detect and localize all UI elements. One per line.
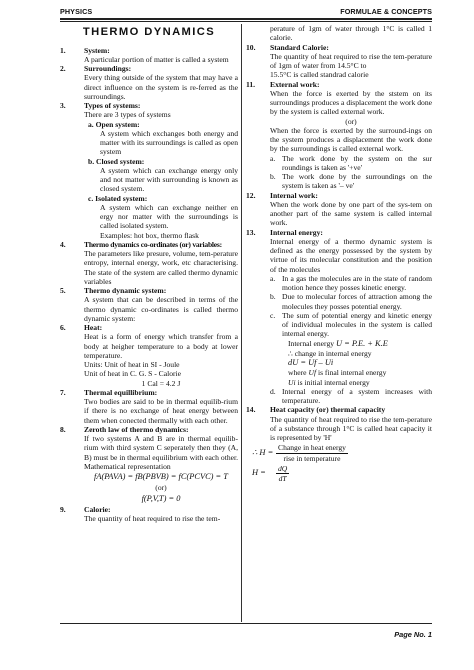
section-surroundings: 2. Surroundings: Every thing outside of the system that may have a direct influence on the system is re-ferred as the surroundings. <box>60 64 238 101</box>
heat-capacity-equation: ∴ H = $\frac{\text{Change in heat energy}}{\text{rise in temperature}}$ <box>252 443 346 463</box>
section-text-cont: 15.5°C is called standrad calorie <box>270 70 369 80</box>
section-external-work: 11. External work: When the force is exerted by the ststem on its surroundings produces a displacement the work done by the system is called external work. (or) When the force is exerted by the surround-ings on the system produces a displacement the work done by the surroundings is called external work. a. The work done by the system on the sur roundings is taken as '+ve' b. The work done by the surroundings on the system is taken as '– ve' <box>246 79 432 191</box>
section-text: Every thing outside of the system that may have a direct influence on the system is re-ferred as the surroundings. <box>84 73 238 101</box>
section-zeroth-law: 8. Zeroth law of thermo dynamics: If two systems A and B are in thermal equilib-rium with third system C seperately then they (A, B) must be in thermal equilibrium with each other. Mathematical representation fA(PAVA) = fB(PBVB) = fC(PCVC) = T (or) f(P,V,T) = 0 <box>60 424 238 503</box>
heat-unit-cgs: Unit of heat in C. G. S - Calorie <box>84 369 182 379</box>
left-column <box>60 24 238 523</box>
calorie-conversion: 1 Cal = 4.2 J <box>141 378 181 388</box>
section-calorie: 9. Calorie: The quantity of heat required to rise the tem- <box>60 505 238 524</box>
change-internal-energy: ∴ change in internal energy <box>288 348 372 358</box>
section-text: There are 3 types of systems <box>84 110 171 120</box>
section-heading: Surroundings: <box>84 64 132 74</box>
header-rule <box>60 18 432 20</box>
column-divider <box>241 24 242 622</box>
closed-system-heading: b. Closed system: <box>88 156 145 166</box>
section-text: Two bodies are said to be in thermal equilib-rium if there is no exchange of heat energy between them when conected thermally with each other. <box>84 397 238 425</box>
section-thermo-dynamic-system: 5. Thermo dynamic system: A system that can be described in terms of the thermo dynamic co-ordinates is called thermo dynamic system: <box>60 286 238 323</box>
section-heading: Thermo dynamics co-ordinates (or) variables: <box>84 239 222 249</box>
heat-capacity-derivative: H = $\frac{dQ}{dT}$ <box>252 463 288 483</box>
section-internal-energy: 13. Internal energy: Internal energy of a thermo dynamic system is defined as the energy possessed by the system by virtue of its molecular constitution and the position of the molecules a. In a gas the molecules are in the state of random motion hence they posses kinetic energy. b. Due to molecular forces of attraction among the molecules they posses potential energy. c. The sum of potential energy and kinetic energy of individual molecules in the system is called internal energy. Internal energy U = P.E. + K.E ∴ change in internal energy dU = Uf – Ui where Uf is final internal energy Ui is initial internal energy d. Internal energy of a system increases with temperature. <box>246 227 432 405</box>
section-heading: Standard Calorie: <box>270 42 329 52</box>
section-types-of-systems: 3. Types of systems: There are 3 types of systems a. Open system: A system which exchanges both energy and matter with its surroundings is called as open system b. Closed system: A system which can exchange energy only and not matter with surrounding is known as closed system. c. Isolated system: A system which can exchange neither en ergy nor matter with the surroundings is called isolated system. Examples: hot box, thermo flask <box>60 101 238 240</box>
fraction-denominator: dT <box>278 474 287 483</box>
fraction-numerator: dQ <box>278 463 288 473</box>
section-heading: External work: <box>270 79 320 89</box>
internal-energy-equation: Internal energy U = P.E. + K.E <box>288 338 388 348</box>
section-heading: Types of systems: <box>84 101 141 111</box>
isolated-system-heading: c. Isolated system: <box>88 193 148 203</box>
page-title: THERMO DYNAMICS <box>82 26 216 38</box>
equation-or: (or) <box>155 483 167 493</box>
du-equation: dU = Uf – Ui <box>288 358 334 367</box>
list-item: c. The sum of potential energy and kinetic energy of individual molecules in the system is called internal energy. <box>270 310 432 339</box>
page-number: Page No. 1 <box>394 630 432 639</box>
header-subject: PHYSICS <box>60 7 93 17</box>
section-text-alt: When the force is exerted by the surround-ings on the system produces a displacement the work done by the surroundings is called external work. <box>270 125 432 154</box>
section-heading: Internal energy: <box>270 227 323 237</box>
section-text: Heat is a form of energy which transfer from a body at heigher temperature to a body at lower temperature. <box>84 332 238 360</box>
list-item: b. Due to molecular forces of attraction among the molecules they posses potential energy. <box>270 292 432 311</box>
section-text: A system that can be described in terms of the thermo dynamic co-ordinates is called thermo dynamic system: <box>84 295 238 323</box>
section-heading: Heat: <box>84 323 103 333</box>
section-text: When the force is exerted by the ststem on its surroundings produces a displacement the work done by the system is called external work. <box>270 88 432 117</box>
section-standard-calorie: 10. Standard Calorie: The quantity of heat required to rise the tem-perature of 1gm of water from 14.5°C to 15.5°C is called standrad calorie <box>246 42 432 80</box>
section-heading: Thermal equillibrium: <box>84 387 158 397</box>
zeroth-law-equation: fA(PAVA) = fB(PBVB) = fC(PCVC) = T <box>94 472 228 482</box>
section-heading: Thermo dynamic system: <box>84 286 167 296</box>
section-heading: System: <box>84 45 110 55</box>
section-thermo-variables: 4. Thermo dynamics co-ordinates (or) variables: The parameters like presure, volume, tem-perature entropy, internal energy, work, etc characterising. The state of the system are called thermo dynamic variables <box>60 239 238 286</box>
zeroth-law-equation-alt: f(P,V,T) = 0 <box>141 493 181 503</box>
header-section: FORMULAE & CONCEPTS <box>340 7 432 17</box>
section-thermal-equilibrium: 7. Thermal equillibrium: Two bodies are said to be in thermal equilib-rium if there is no exchange of heat energy between them when conected thermally with each other. <box>60 387 238 425</box>
header-rule-thin <box>60 21 432 22</box>
page-header <box>60 4 432 17</box>
section-text: When the work done by one part of the sys-tem on another part of the same system is called internal work. <box>270 199 432 228</box>
section-heading: Internal work: <box>270 190 318 200</box>
right-column <box>246 24 432 484</box>
footer-rule <box>60 623 432 624</box>
calorie-continued: perature of 1gm of water through 1°C is called 1 calorie. <box>270 24 432 43</box>
section-heading: Zeroth law of thermo dynamics: <box>84 424 189 434</box>
section-text: The parameters like presure, volume, tem-perature entropy, internal energy, work, etc characterising. The state of the system are called thermo dynamic variables <box>84 249 238 286</box>
section-text: A particular portion of matter is called a system <box>84 54 229 64</box>
isolated-system-examples: Examples: hot box, thermo flask <box>100 230 199 240</box>
final-internal-energy: where Uf is final internal energy <box>288 368 387 378</box>
list-item: d. Internal energy of a system increases with temperature. <box>270 386 432 405</box>
section-system: 1. System: A particular portion of matter is called a system <box>60 46 238 65</box>
section-heading: Calorie: <box>84 504 111 514</box>
isolated-system-text: A system which can exchange neither en ergy nor matter with the surroundings is called isolated system. <box>100 202 238 231</box>
section-text: The quantity of heat required to rise the tem-perature of 1gm of water from 14.5°C to <box>270 51 432 70</box>
section-heat-capacity: 14. Heat capacity (or) thermal capacity <box>246 405 432 414</box>
closed-system-text: A system which can exchange energy only and not matter with surrounding is known as closed system. <box>100 165 238 194</box>
heat-unit-si: Units: Unit of heat in SI - Joule <box>84 360 180 370</box>
section-heat: 6. Heat: Heat is a form of energy which transfer from a body at heigher temperature to a body at lower temperature. Units: Unit of heat in SI - Joule Unit of heat in C. G. S - Calorie 1 Cal = 4.2 J <box>60 323 238 388</box>
fraction-denominator: rise in temperature <box>283 453 341 463</box>
open-system-heading: a. Open system: <box>88 119 140 129</box>
heat-capacity-text: The quantity of heat required to rise the tem-perature of a substance through 1°C is called heat capacity it is represented by 'H' <box>270 414 432 442</box>
list-item: a. In a gas the molecules are in the state of random motion hence they posses kinetic energy. <box>270 273 432 292</box>
section-text: Internal energy of a thermo dynamic system is defined as the energy possessed by the system by virtue of its molecular constitution and the position of the molecules <box>270 236 432 274</box>
section-internal-work: 12. Internal work: When the work done by one part of the sys-tem on another part of the same system is called internal work. <box>246 190 432 228</box>
fraction-numerator: Change in heat energy <box>278 443 346 453</box>
external-work-or: (or) <box>345 116 357 126</box>
list-item: a. The work done by the system on the sur roundings is taken as '+ve' <box>270 153 432 172</box>
list-item: b. The work done by the surroundings on the system is taken as '– ve' <box>270 172 432 191</box>
section-text: If two systems A and B are in thermal equilib-rium with third system C seperately then they (A, B) must be in thermal equilibrium with each other. Mathematical representation <box>84 434 238 471</box>
initial-internal-energy: Ui is initial internal energy <box>288 377 370 387</box>
section-text: The quantity of heat required to rise the tem- <box>84 514 221 524</box>
section-heading: Heat capacity (or) thermal capacity <box>270 405 386 415</box>
open-system-text: A system which exchanges both energy and matter with its surroundings is called as open system <box>100 128 238 157</box>
